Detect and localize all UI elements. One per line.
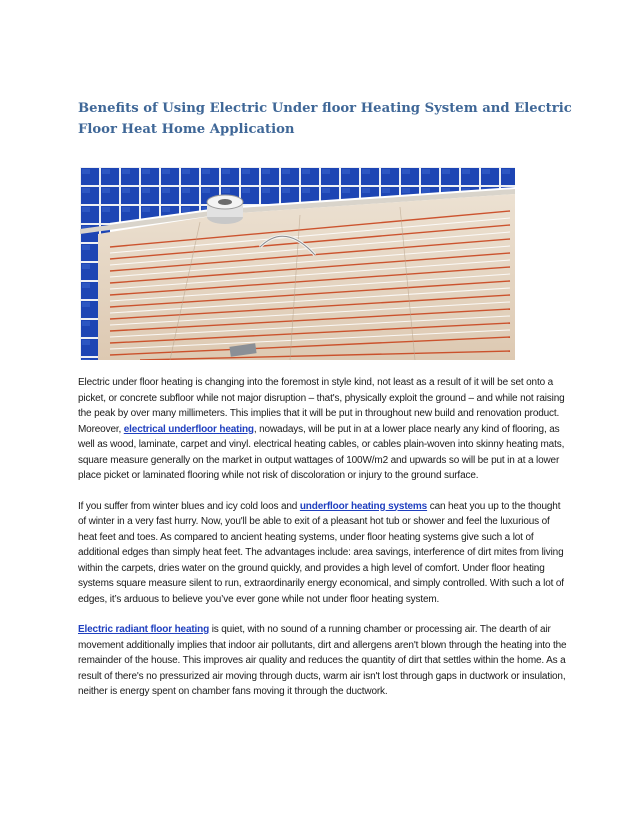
article-body — [78, 375, 568, 715]
link-electrical-underfloor-heating[interactable]: electrical underfloor heating — [123, 423, 254, 435]
paragraph-3: Electric radiant floor heating is quiet, with no sound of a running chamber or processing air. The dearth of air movement additionally implies that indoor air pollutants, dirt and allergens aren't blown through the heating into the remainder of the house. This improves air quality and reduces the quantity of dirt that settles within the home. As a result of there's no pressurized air moving through ducts, warm air isn't lost through gaps in ductwork or insulation, neither is energy spent on chamber fans moving it through the ductwork. — [78, 624, 567, 697]
link-electric-radiant-floor-heating[interactable]: Electric radiant floor heating — [78, 624, 210, 635]
underfloor-heating-photo — [80, 167, 515, 360]
paragraph-2: If you suffer from winter blues and icy cold loos and underfloor heating systems can heat you up to the thought of winter in a very fast hurry. Now, you'll be able to exit of a pleasant hot tub or shower and feel the luxurious of heat feet and toes. As compared to ancient heating systems, under floor heating systems give such a lot of additional edges than simply heat feet. The advantages include: area savings, interference of dirt mites from living within the carpets, dries water on the ground quickly, and provides a high level of comfort. Under floor heating systems square measure silent to run, extraordinarily energy economical, and simply controlled. With such a lot of edges, it’s arduous to believe you’ve ever gone while not under floor heating system. — [78, 500, 564, 605]
link-underfloor-heating-systems[interactable]: underfloor heating systems — [299, 500, 428, 512]
paragraph-1: Electric under floor heating is changing into the foremost in style kind, not least as a result of it will be set onto a picket, or concrete subfloor while not major disruption – that's, physically exploit the ground – and while not raising the peak by over many millimeters. This implies that it will be put in throughout new build and renovation product. Moreover, electrical underfloor heating, nowadays, will be put in at a lower place nearly any kind of flooring, as well as wood, laminate, carpet and vinyl. electrical heating cables, or cables plain-woven into skinny heating mats, square measure generally on the market in output wattages of 100W/m2 and upwards so will be put in at a lower place picket or laminated flooring while not risk of discoloration or injury to the ground surface. — [78, 377, 565, 481]
page-title: Benefits of Using Electric Under floor Heating System and Electric Floor Heat Home Application — [78, 101, 572, 137]
